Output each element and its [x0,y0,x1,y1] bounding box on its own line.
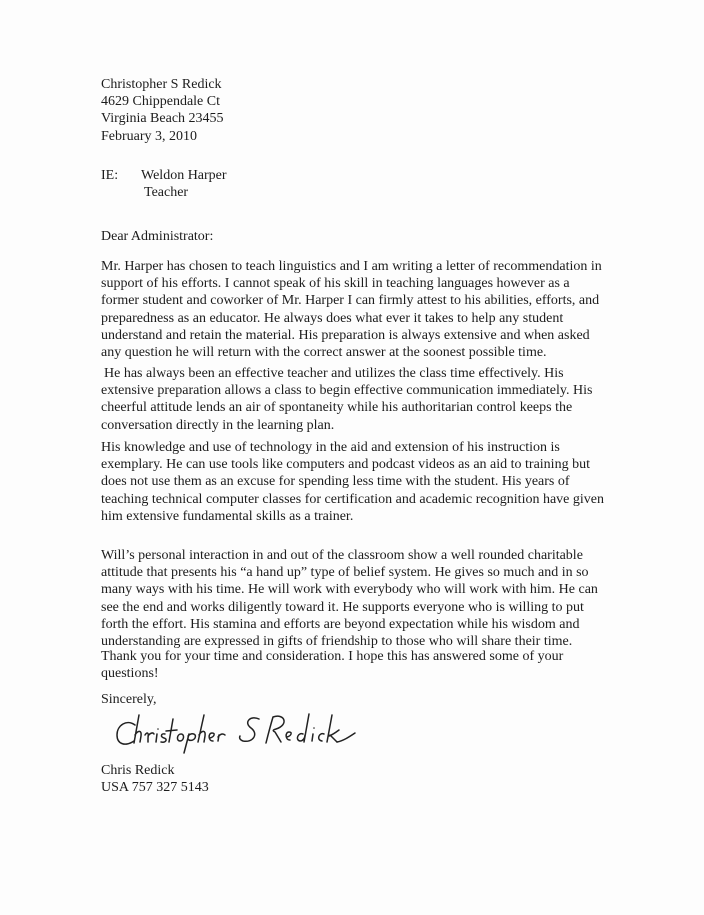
handwritten-signature [113,705,358,755]
closing: Sincerely, [101,692,157,707]
letter-date: February 3, 2010 [101,128,198,144]
body-paragraph-2: He has always been an effective teacher and utilizes the class time effectively. His extensive preparation allows a class to begin effective communication immediately. His cheerful attitude lends an air of spontaneity while his authoritarian control keeps the conversation directly in the learning plan. [101,366,593,433]
sender-address-block [101,76,224,145]
body-paragraph-5: Thank you for your time and consideration. I hope this has answered some of your questions! [101,649,564,682]
body-paragraph-3: His knowledge and use of technology in the aid and extension of his instruction is exemplary. He can use tools like computers and podcast videos as an aid to training but does not use them as an excuse for spending less time with the student. His years of teaching technical computer classes for certification and academic recognition have given him extensive fundamental skills as a trainer. [101,440,604,524]
sender-city: Virginia Beach 23455 [101,111,224,127]
reference-block [101,167,227,201]
reference-line [101,167,227,184]
body-paragraph-4: Will’s personal interaction in and out of the classroom show a well rounded charitable attitude that presents his “a hand up” type of belief system. He gives so much and in so many ways with his time. He will work with everybody who will work with him. He can see the end and works diligently toward it. He supports everyone who is willing to put forth the effort. His stamina and efforts are beyond expectation while his wisdom and understanding are expressed in gifts of friendship to those who will share their time. [101,548,598,650]
body-paragraph-1: Mr. Harper has chosen to teach linguistics and I am writing a letter of recommendation in support of his efforts. I cannot speak of his skill in teaching languages however as a former student and coworker of Mr. Harper I can firmly attest to his abilities, efforts, and preparedness as an educator. He always does what ever it takes to help any student understand and retain the material. His preparation is always extensive and when asked any question he will return with the correct answer at the soonest possible time. [101,259,602,361]
reference-name: Weldon Harper [141,168,227,183]
salutation: Dear Administrator: [101,229,214,244]
reference-title: Teacher [144,185,189,201]
sender-name: Christopher S Redick [101,77,222,92]
signer-block [101,762,209,796]
sender-street: 4629 Chippendale Ct [101,94,220,110]
reference-label: IE: [101,168,119,183]
signer-phone: USA 757 327 5143 [101,780,209,796]
signer-name: Chris Redick [101,763,175,778]
